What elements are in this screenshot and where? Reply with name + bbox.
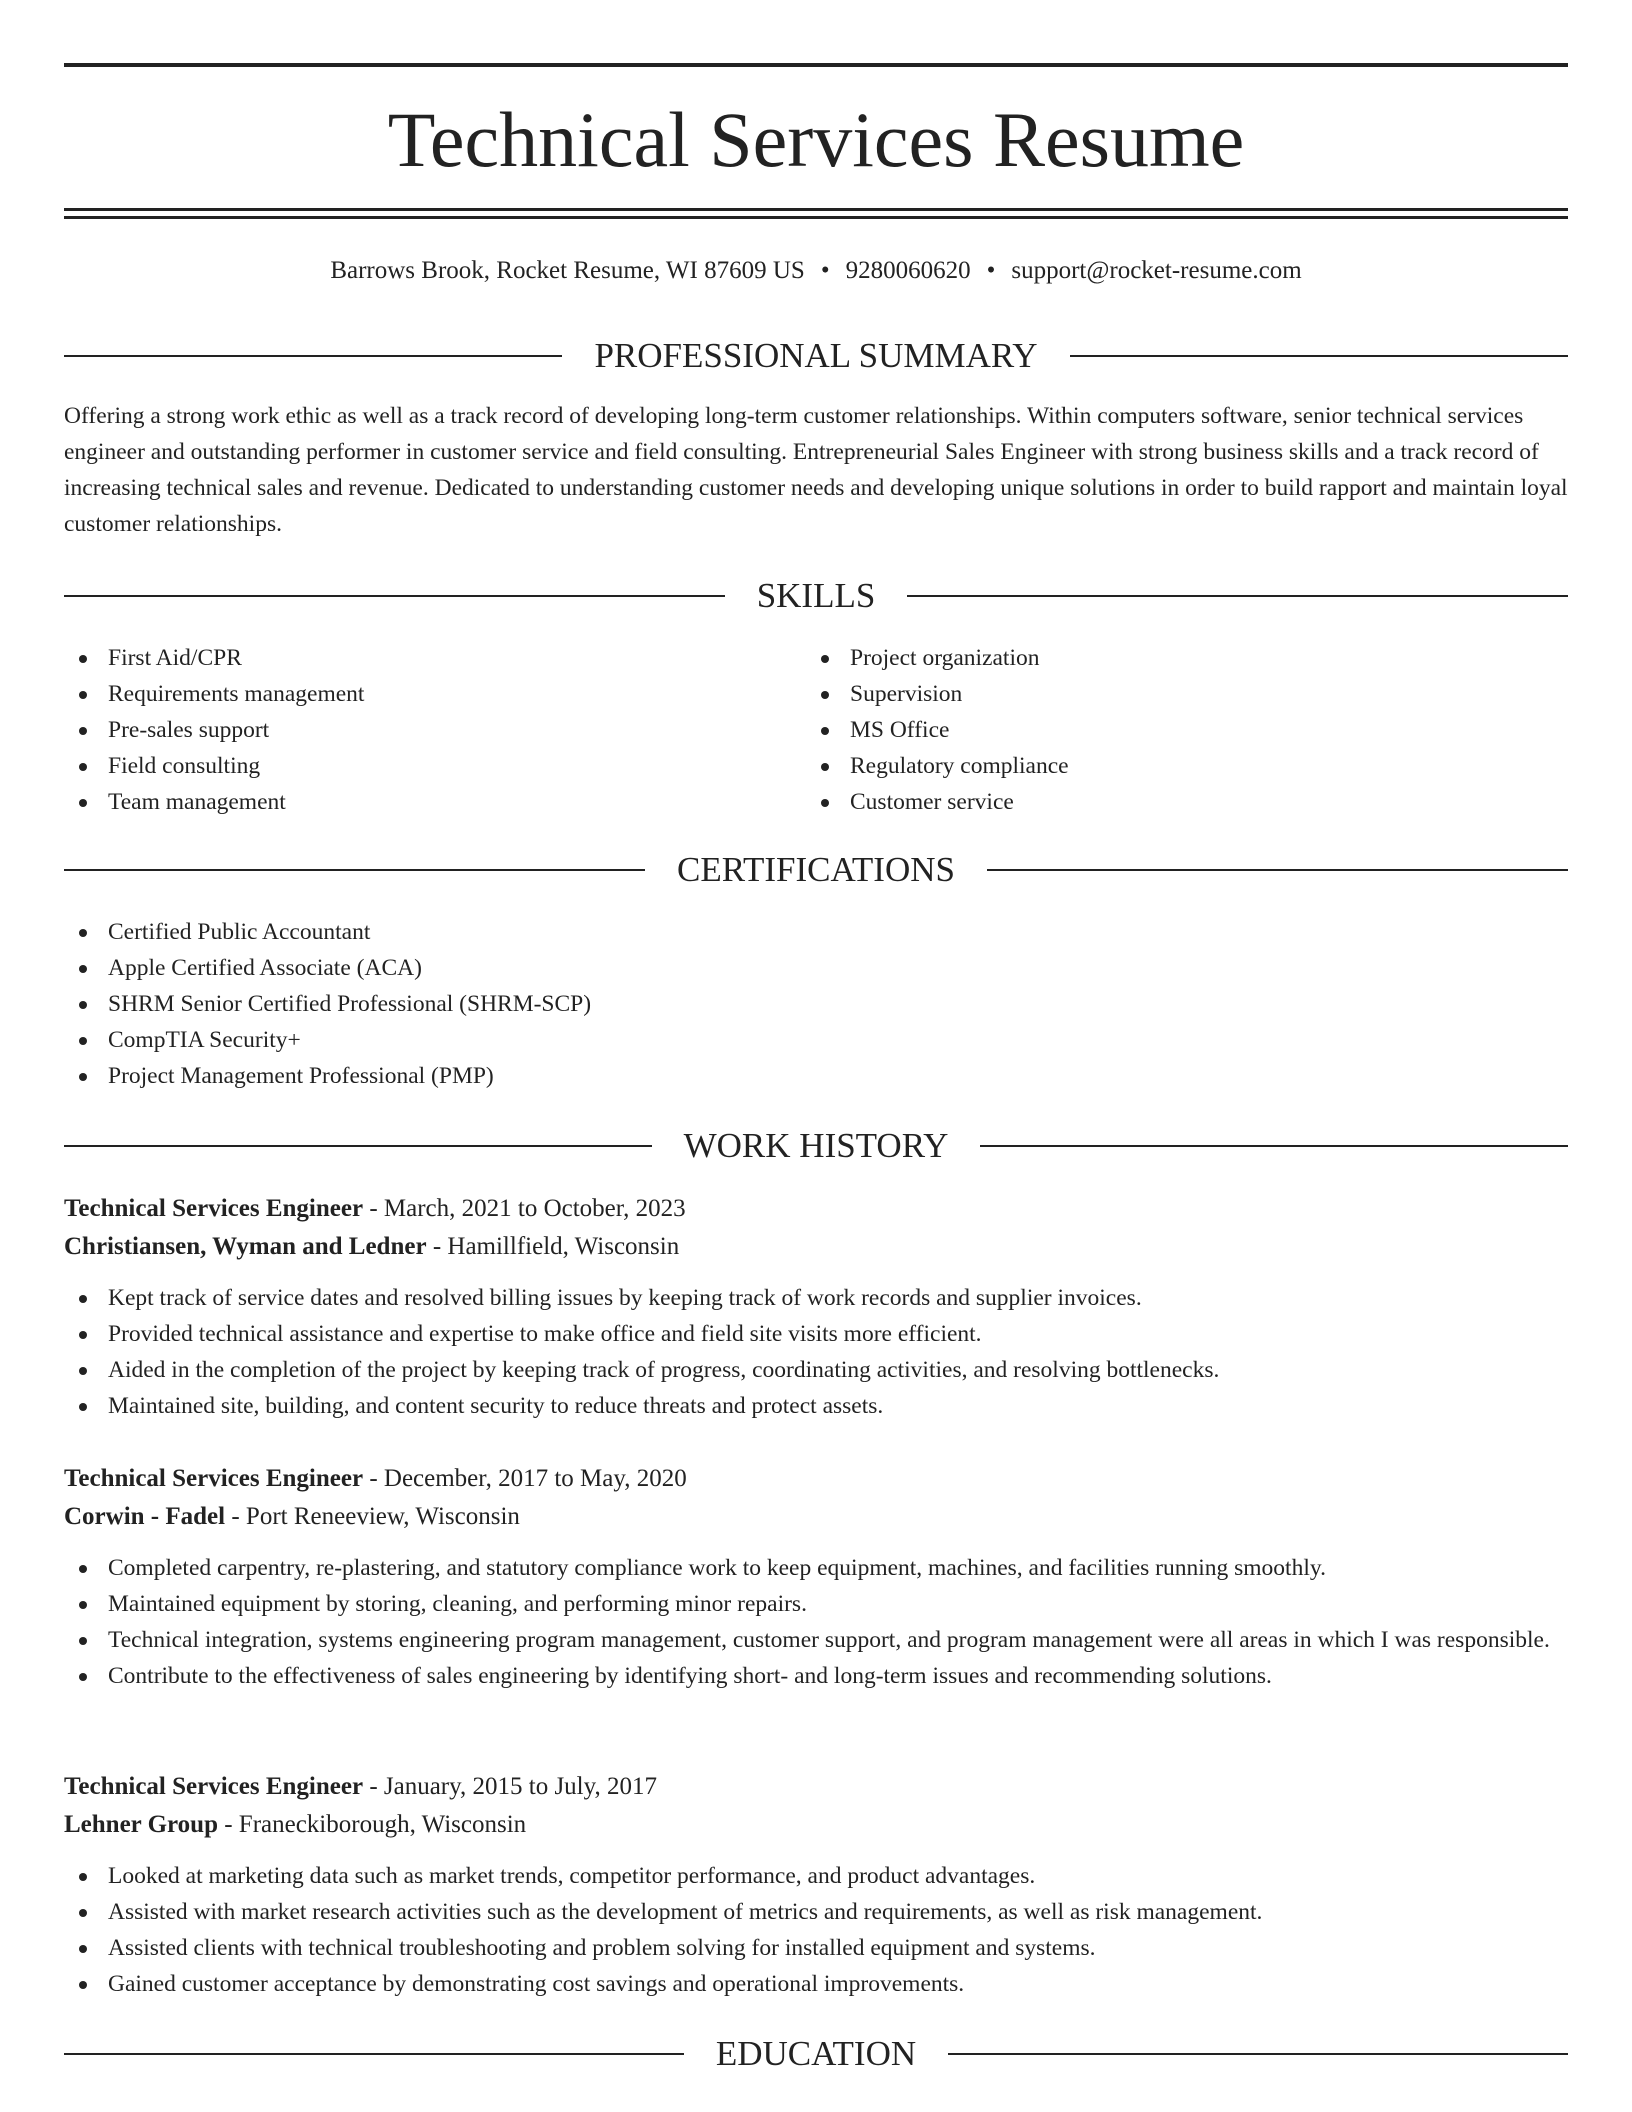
section-title: PROFESSIONAL SUMMARY bbox=[594, 336, 1038, 375]
job-bullet: Completed carpentry, re-plastering, and statutory compliance work to keep equipment, machines, and facilities running smoothly. bbox=[64, 1550, 1568, 1586]
certification-item: Certified Public Accountant bbox=[64, 914, 1568, 950]
section-heading-work-history bbox=[64, 1124, 1568, 1168]
section-heading-summary bbox=[64, 334, 1568, 378]
skills-list-left bbox=[64, 640, 804, 820]
section-heading-education bbox=[64, 2032, 1568, 2076]
job-bullet: Maintained equipment by storing, cleaning, and performing minor repairs. bbox=[64, 1586, 1568, 1622]
job-bullet: Technical integration, systems engineering program management, customer support, and program management were all areas in which I was responsible. bbox=[64, 1622, 1568, 1658]
certification-item: SHRM Senior Certified Professional (SHRM-SCP) bbox=[64, 986, 1568, 1022]
job-bullet: Gained customer acceptance by demonstrating cost savings and operational improvements. bbox=[64, 1966, 1568, 2002]
job-title: Technical Services Engineer bbox=[64, 1195, 364, 1222]
job-entry bbox=[64, 1768, 1568, 2002]
job-bullet: Kept track of service dates and resolved billing issues by keeping track of work records and supplier invoices. bbox=[64, 1280, 1568, 1316]
job-title-line bbox=[64, 1190, 1568, 1228]
job-bullet: Assisted clients with technical troubleshooting and problem solving for installed equipment and systems. bbox=[64, 1930, 1568, 1966]
job-bullet: Aided in the completion of the project by keeping track of progress, coordinating activities, and resolving bottlenecks. bbox=[64, 1352, 1568, 1388]
job-entry bbox=[64, 1190, 1568, 1424]
job-entry bbox=[64, 1460, 1568, 1694]
job-company: Christiansen, Wyman and Ledner bbox=[64, 1233, 427, 1260]
contact-separator: • bbox=[986, 257, 996, 284]
heading-rule bbox=[987, 869, 1568, 871]
skill-item: Pre-sales support bbox=[64, 712, 804, 748]
job-dates: - March, 2021 to October, 2023 bbox=[363, 1195, 686, 1222]
heading-rule bbox=[948, 2053, 1568, 2055]
skill-item: First Aid/CPR bbox=[64, 640, 804, 676]
job-title-line bbox=[64, 1460, 1568, 1498]
job-bullets bbox=[64, 1858, 1568, 2002]
section-title: WORK HISTORY bbox=[683, 1126, 949, 1165]
skill-item: Team management bbox=[64, 784, 804, 820]
job-location: - Hamillfield, Wisconsin bbox=[426, 1233, 680, 1260]
section-title: EDUCATION bbox=[715, 2034, 917, 2073]
job-bullet: Assisted with market research activities such as the development of metrics and requirements, as well as risk management. bbox=[64, 1894, 1568, 1930]
job-bullet: Maintained site, building, and content security to reduce threats and protect assets. bbox=[64, 1388, 1568, 1424]
heading-rule bbox=[64, 355, 562, 357]
contact-phone: 9280060620 bbox=[845, 257, 971, 284]
section-title: SKILLS bbox=[756, 576, 876, 615]
job-location: - Port Reneeview, Wisconsin bbox=[225, 1503, 520, 1530]
resume-title: Technical Services Resume bbox=[387, 96, 1245, 183]
job-title: Technical Services Engineer bbox=[64, 1773, 364, 1800]
job-bullet: Contribute to the effectiveness of sales engineering by identifying short- and long-term issues and recommending solutions. bbox=[64, 1658, 1568, 1694]
contact-email: support@rocket-resume.com bbox=[1011, 257, 1302, 284]
skill-item: Project organization bbox=[806, 640, 1546, 676]
section-heading-certifications bbox=[64, 848, 1568, 892]
certification-item: Apple Certified Associate (ACA) bbox=[64, 950, 1568, 986]
skill-item: MS Office bbox=[806, 712, 1546, 748]
heading-rule bbox=[64, 869, 645, 871]
heading-rule bbox=[1070, 355, 1568, 357]
skills-list-right bbox=[806, 640, 1546, 820]
skill-item: Field consulting bbox=[64, 748, 804, 784]
certification-item: CompTIA Security+ bbox=[64, 1022, 1568, 1058]
contact-separator: • bbox=[820, 257, 830, 284]
job-location: - Franeckiborough, Wisconsin bbox=[217, 1811, 527, 1838]
job-bullet: Provided technical assistance and expertise to make office and field site visits more efficient. bbox=[64, 1316, 1568, 1352]
top-rule bbox=[64, 63, 1568, 67]
job-company: Corwin - Fadel bbox=[64, 1503, 226, 1530]
heading-rule bbox=[980, 1145, 1568, 1147]
skill-item: Requirements management bbox=[64, 676, 804, 712]
certification-item: Project Management Professional (PMP) bbox=[64, 1058, 1568, 1094]
heading-rule bbox=[64, 595, 725, 597]
job-company: Lehner Group bbox=[64, 1811, 218, 1838]
section-heading-skills bbox=[64, 574, 1568, 618]
title-rule-upper bbox=[64, 208, 1568, 211]
heading-rule bbox=[907, 595, 1568, 597]
contact-line bbox=[64, 254, 1568, 288]
job-company-line bbox=[64, 1498, 1568, 1536]
skill-item: Supervision bbox=[806, 676, 1546, 712]
job-title: Technical Services Engineer bbox=[64, 1465, 364, 1492]
job-bullet: Looked at marketing data such as market trends, competitor performance, and product advantages. bbox=[64, 1858, 1568, 1894]
title-rule-lower bbox=[64, 216, 1568, 219]
summary-text: Offering a strong work ethic as well as a track record of developing long-term customer relationships. Within computers software, senior technical services engineer and outstanding performer in customer service and field consulting. Entrepreneurial Sales Engineer with strong business skills and a track record of increasing technical sales and revenue. Dedicated to understanding customer needs and developing unique solutions in order to build rapport and maintain loyal customer relationships. bbox=[64, 403, 1568, 537]
heading-rule bbox=[64, 2053, 684, 2055]
job-dates: - December, 2017 to May, 2020 bbox=[363, 1465, 687, 1492]
contact-address: Barrows Brook, Rocket Resume, WI 87609 US bbox=[330, 257, 805, 284]
job-company-line bbox=[64, 1228, 1568, 1266]
skill-item: Customer service bbox=[806, 784, 1546, 820]
job-bullets bbox=[64, 1550, 1568, 1694]
skill-item: Regulatory compliance bbox=[806, 748, 1546, 784]
job-company-line bbox=[64, 1806, 1568, 1844]
section-title: CERTIFICATIONS bbox=[677, 850, 955, 889]
certifications-list bbox=[64, 914, 1568, 1094]
job-dates: - January, 2015 to July, 2017 bbox=[363, 1773, 658, 1800]
job-bullets bbox=[64, 1280, 1568, 1424]
heading-rule bbox=[64, 1145, 652, 1147]
job-title-line bbox=[64, 1768, 1568, 1806]
